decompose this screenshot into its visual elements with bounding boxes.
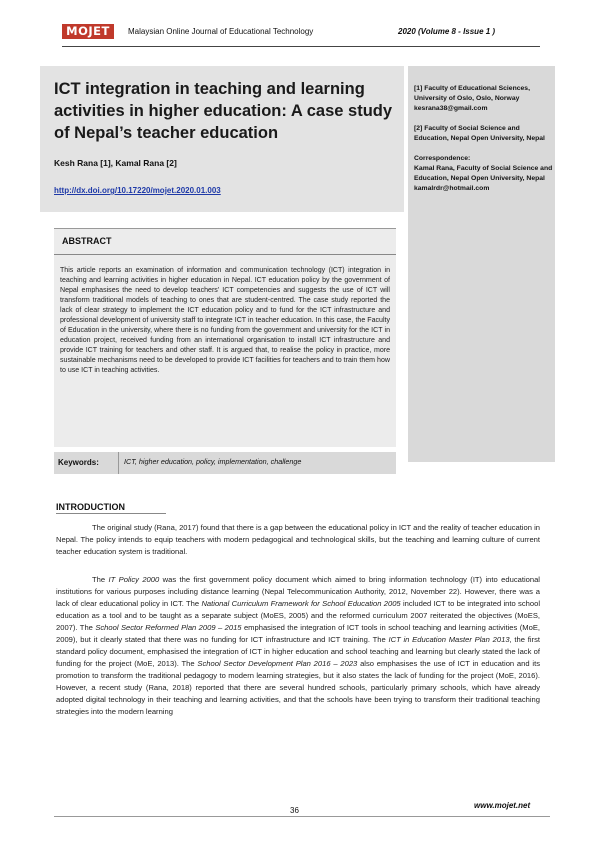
intro-paragraph-1: [56, 522, 540, 558]
article-title: ICT integration in teaching and learning activities in higher education: A case study of Nepal’s teacher education: [54, 80, 393, 142]
correspondence-text: Kamal Rana, Faculty of Social Science and Education, Nepal Open University, Nepal kamalrdr@hotmail.com: [414, 165, 553, 192]
correspondence-label: Correspondence:: [414, 155, 471, 162]
intro-paragraph-1-text: The original study (Rana, 2017) found that there is a gap between the educational policy in ICT and the reality of teacher education in Nepal. The policy intends to equip teachers with modern pedagogical and technological skills, but the teaching and learning culture of current teacher education system is traditional.: [56, 523, 540, 556]
introduction-underline: [56, 513, 166, 514]
footer-divider: [54, 816, 550, 817]
page-number: 36: [290, 806, 299, 815]
journal-name: Malaysian Online Journal of Educational Technology: [128, 27, 314, 36]
keywords-label: Keywords:: [58, 458, 99, 467]
affiliation-2: [2] Faculty of Social Science and Education, Nepal Open University, Nepal: [414, 125, 545, 142]
keywords-text: ICT, higher education, policy, implementation, challenge: [124, 457, 302, 466]
doi-link[interactable]: http://dx.doi.org/10.17220/mojet.2020.01.003: [54, 186, 221, 195]
intro-paragraph-2: [56, 574, 540, 718]
affiliation-1: [1] Faculty of Educational Sciences, University of Oslo, Oslo, Norway kesrana38@gmail.com: [414, 85, 530, 112]
intro-paragraph-2-text: The IT Policy 2000 was the first government policy document which aimed to bring information technology (IT) into educational institutions for various purposes including distance learning (Nepal Telecommunication Authority, 2012, November 22). However, there was a lack of clear educational policy in ICT. The National Curriculum Framework for School Education 2005 included ICT to be integrated into school education as a tool and to be taught as a separate subject (MoES, 2005) and the reformed curriculum 2007 reiterated the objectives (MoES, 2007). The School Sector Reformed Plan 2009 – 2015 emphasised the integration of ICT tools in school teaching and learning activities (MoE, 2009), but it clearly stated that there was no funding for ICT infrastructure and ICT training. The ICT in Education Master Plan 2013, the first standard policy document, emphasised the integration of ICT in higher education and school teaching and learning but clearly stated the lack of funding for the project (MoE, 2013). The School Sector Development Plan 2016 – 2023 also emphasises the use of ICT in education and its promotion to transform the traditional pedagogy to modern learning strategies, but it also states the lack of funding for the project (MoE, 2016). However, a recent study (Rana, 2018) reported that there are several hundred schools, particularly primary schools, which have already adopted digital technology in their teaching and learning activities, and that the schools have been trying to transform their traditional teaching strategies into the modern learning: [56, 575, 541, 716]
journal-website[interactable]: www.mojet.net: [474, 801, 531, 810]
abstract-divider: [54, 254, 396, 255]
keywords-divider: [118, 452, 119, 474]
header-divider: [62, 46, 540, 47]
issue-info: 2020 (Volume 8 - Issue 1 ): [398, 27, 496, 36]
abstract-text: This article reports an examination of information and communication technology (ICT) integration in teaching and learning activities in higher education in Nepal. ICT education policy by the government of Nepal emphasises the need to develop teachers’ ICT competencies and suggests the use of ICT will transform traditional models of teaching to ones that are student-centred. The case study reported the lack of clear strategy to implement the ICT education policy and to fund for the ICT infrastructure and professional development of university staff to integrate ICT in teacher education. In this case, the Faculty of Education in the university, where there is no funding from the government and university for the ICT in education project, received funding from an international organisation to install ICT infrastructure and provide ICT training for teachers and other staff. It is argued that, to realise the policy in practice, more sustainable mechanisms need to be developed to provide ICT facilities for teachers and to train them how to use ICT in teaching activities.: [60, 267, 390, 374]
journal-logo: MOJET: [62, 24, 114, 39]
article-authors: Kesh Rana [1], Kamal Rana [2]: [54, 158, 177, 168]
abstract-heading: ABSTRACT: [62, 236, 112, 246]
introduction-heading: INTRODUCTION: [56, 502, 125, 512]
affiliations: [414, 84, 554, 194]
